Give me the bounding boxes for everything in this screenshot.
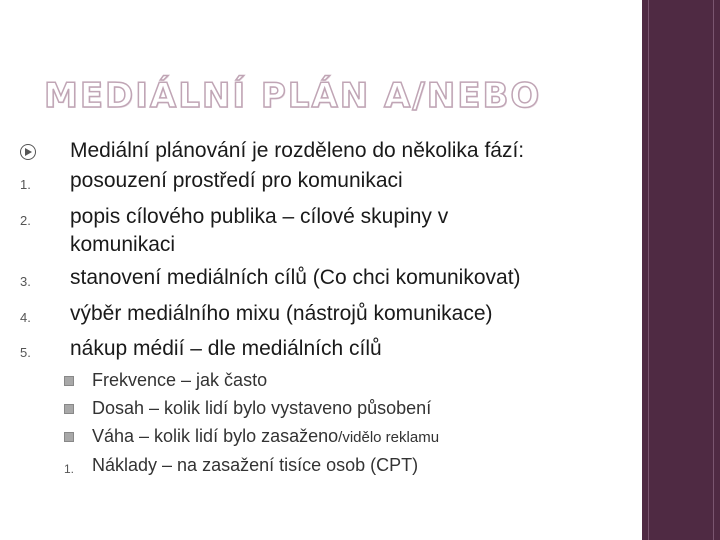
step-text: posouzení prostředí pro komunikaci: [70, 169, 403, 192]
square-bullet-icon: [64, 432, 74, 442]
sidebar-stripe: [648, 0, 714, 540]
step-number: 2.: [20, 213, 31, 228]
step-number: 4.: [20, 310, 31, 325]
step-number: 3.: [20, 274, 31, 289]
play-circle-bullet-icon: [20, 144, 36, 160]
intro-text: Mediální plánování je rozděleno do několika fází:: [70, 139, 525, 162]
step-text: výběr mediálního mixu (nástrojů komunikace): [70, 302, 493, 325]
sub-item-text: Dosah – kolik lidí bylo vystaveno působení: [92, 398, 432, 418]
step-text: popis cílového publika – cílové skupiny v: [70, 205, 449, 228]
step-text: nákup médií – dle mediálních cílů: [70, 337, 382, 360]
step-number: 1.: [20, 177, 31, 192]
step-number: 5.: [20, 345, 31, 360]
step-text-continued: komunikaci: [70, 233, 176, 256]
decorative-sidebar: [642, 0, 720, 540]
slide-title: MEDIÁLNÍ PLÁN A/NEBO: [44, 76, 542, 116]
sub-item-text: Frekvence – jak často: [92, 370, 268, 390]
sub-item-text: Náklady – na zasažení tisíce osob (CPT): [92, 455, 419, 475]
sub-item-text: Váha – kolik lidí bylo zasaženo: [92, 426, 339, 446]
sub-item-text-wrap: [92, 425, 439, 449]
sub-item-text-small: /vidělo reklamu: [338, 429, 440, 446]
sub-item-number: 1.: [64, 462, 75, 476]
step-text: stanovení mediálních cílů (Co chci komunikovat): [70, 266, 521, 289]
square-bullet-icon: [64, 404, 74, 414]
square-bullet-icon: [64, 376, 74, 386]
